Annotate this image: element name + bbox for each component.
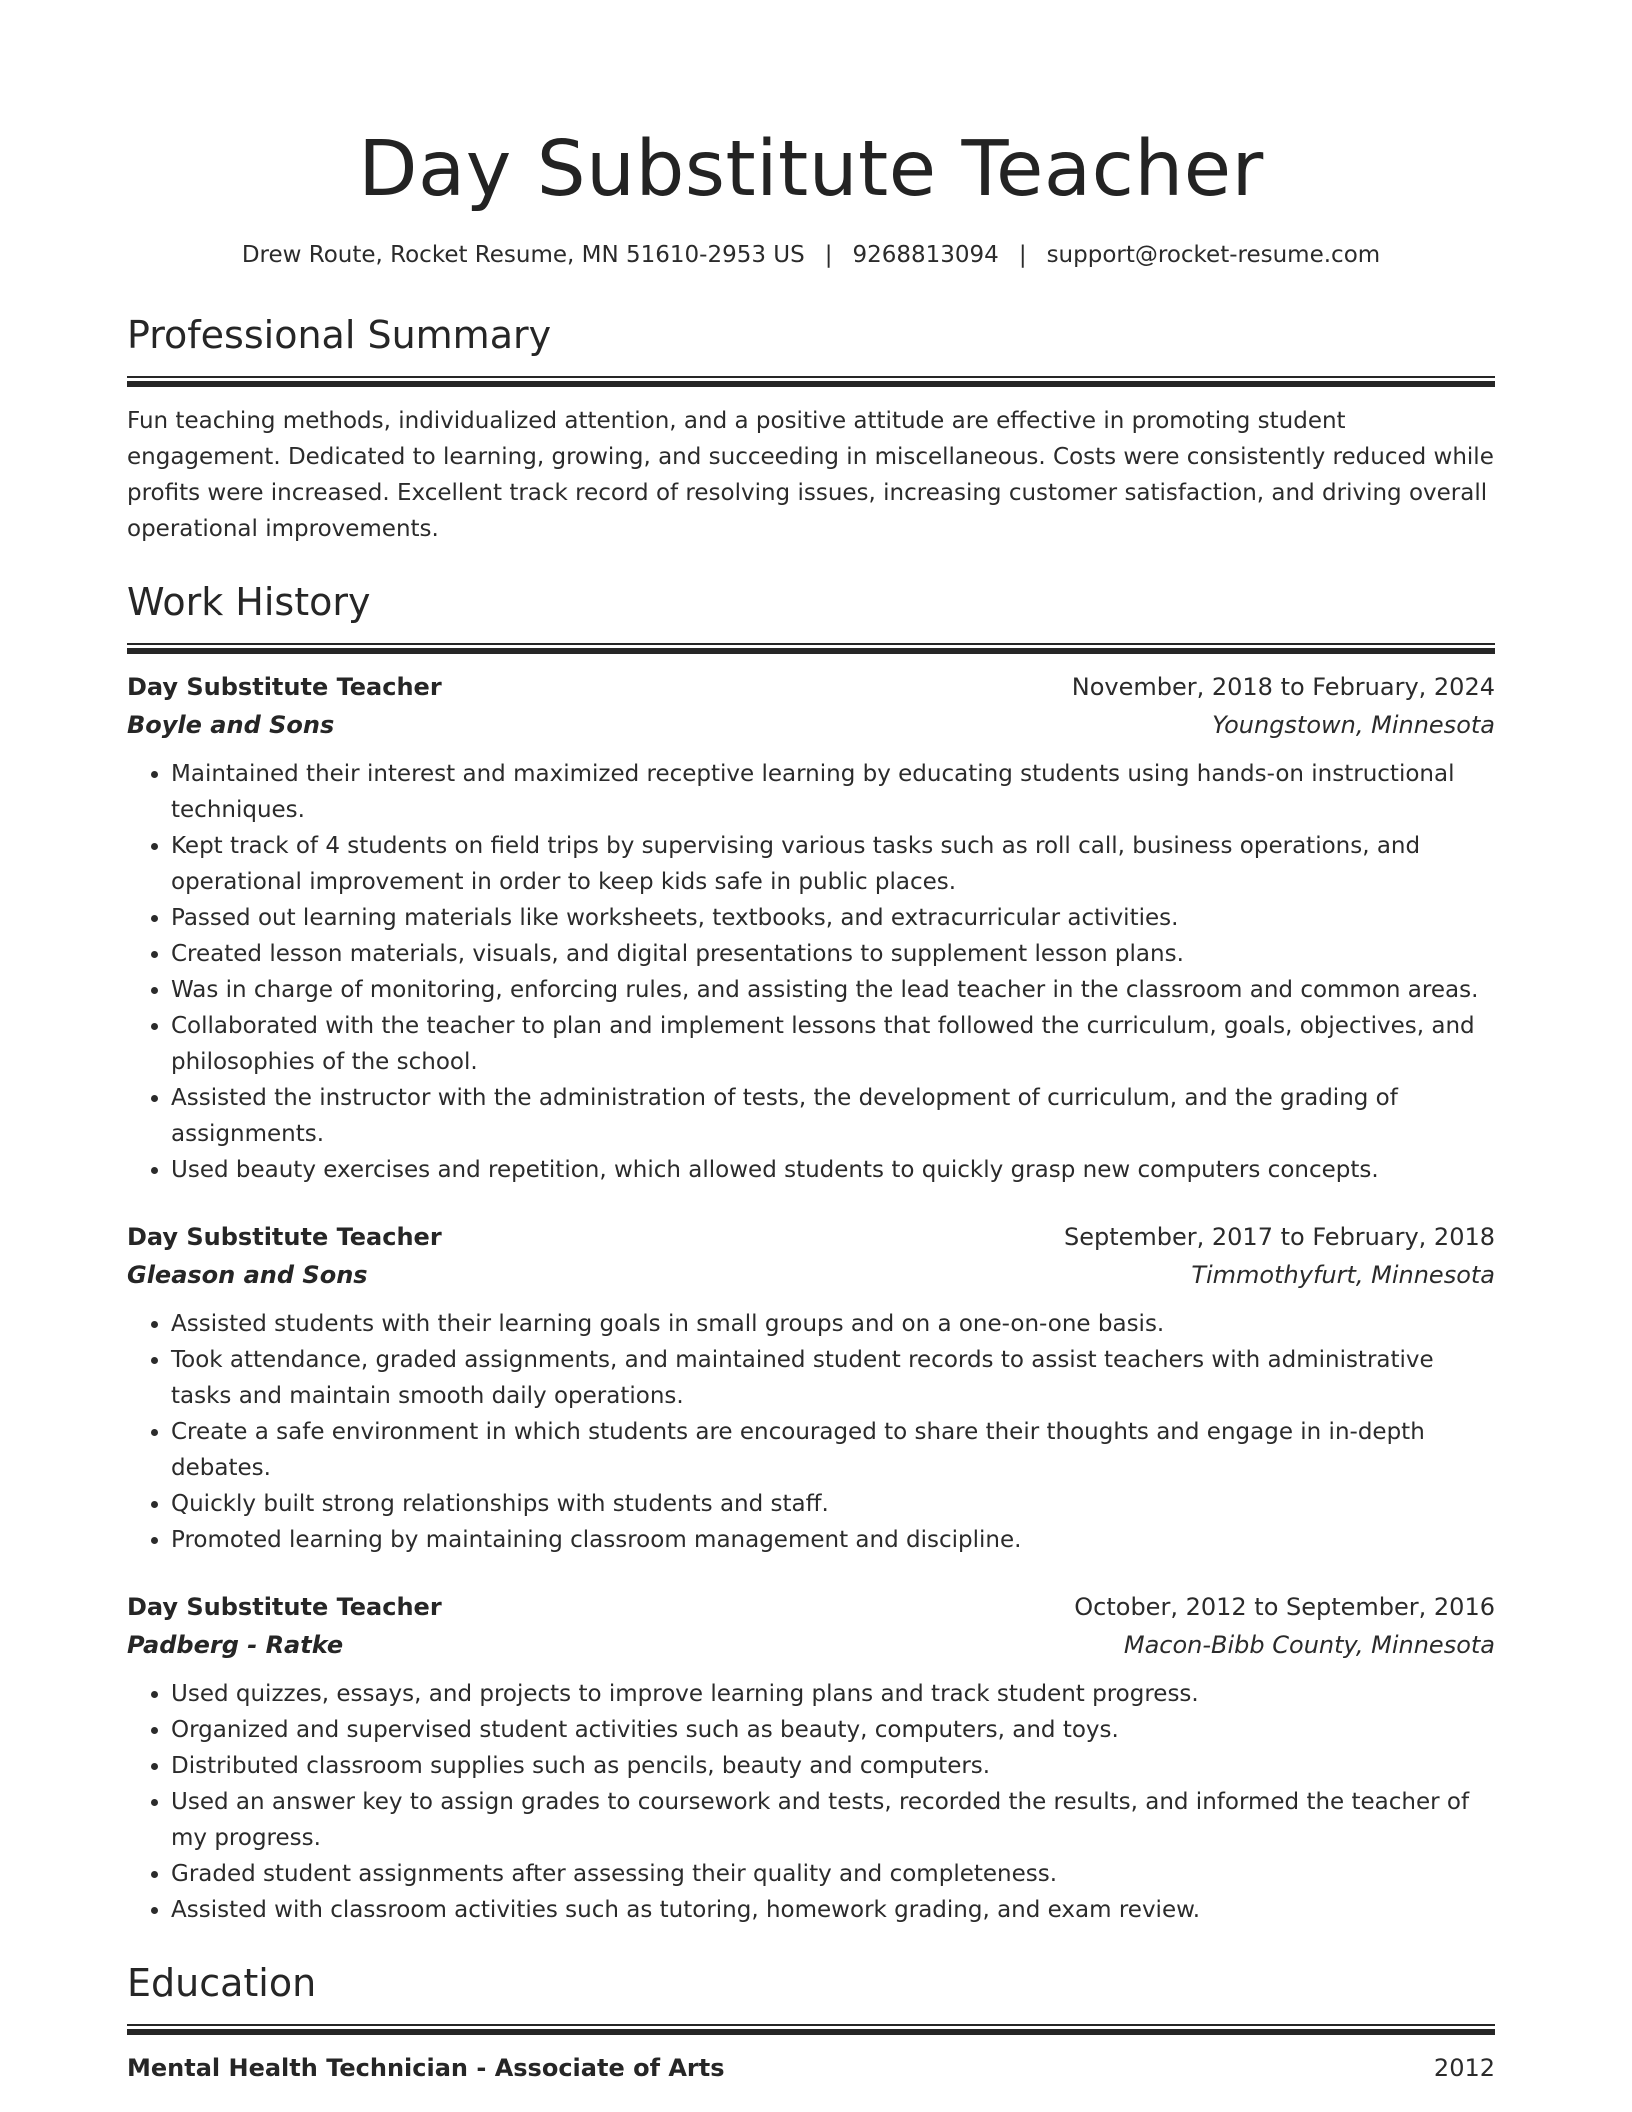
job-header-row: [127, 1588, 1495, 1626]
summary-section: [127, 308, 1495, 547]
job-title: Day Substitute Teacher: [127, 1593, 442, 1621]
job-bullet: • Used an answer key to assign grades to coursework and tests, recorded the results, and informed the teacher of my progress.: [171, 1784, 1495, 1856]
resume-page: [127, 0, 1495, 2087]
job-entry: [127, 1588, 1495, 1928]
job-bullet: • Passed out learning materials like worksheets, textbooks, and extracurricular activities.: [171, 900, 1495, 936]
job-company: Boyle and Sons: [127, 711, 335, 739]
job-header-row: [127, 1218, 1495, 1256]
contact-email: support@rocket-resume.com: [1046, 242, 1381, 268]
job-location: Macon-Bibb County, Minnesota: [1123, 1631, 1495, 1659]
job-bullet-list: [127, 756, 1495, 1188]
education-year: 2012: [1433, 2054, 1495, 2082]
job-bullet-list: [127, 1306, 1495, 1558]
section-divider: [127, 2024, 1495, 2035]
contact-address: Drew Route, Rocket Resume, MN 51610-2953 US: [241, 242, 805, 268]
job-bullet: • Assisted with classroom activities such as tutoring, homework grading, and exam review.: [171, 1892, 1495, 1928]
job-company-row: [127, 1256, 1495, 1294]
job-company-row: [127, 1626, 1495, 1664]
job-company: Padberg - Ratke: [127, 1631, 344, 1659]
job-company-row: [127, 706, 1495, 744]
summary-text: Fun teaching methods, individualized attention, and a positive attitude are effective in promoting student engagement. Dedicated to learning, growing, and succeeding in miscellaneous. Costs were consistently reduced while profits were increased. Excellent track record of resolving issues, increasing customer satisfaction, and driving overall operational improvements.: [127, 408, 1494, 542]
section-divider: [127, 376, 1495, 387]
job-bullet: • Organized and supervised student activities such as beauty, computers, and toys.: [171, 1712, 1495, 1748]
job-dates: October, 2012 to September, 2016: [1074, 1593, 1495, 1621]
job-bullet: • Distributed classroom supplies such as pencils, beauty and computers.: [171, 1748, 1495, 1784]
job-entry: [127, 1218, 1495, 1558]
contact-phone: 9268813094: [852, 242, 999, 268]
contact-separator: |: [1018, 242, 1027, 268]
job-bullet: • Kept track of 4 students on field trips by supervising various tasks such as roll call, business operations, and operational improvement in order to keep kids safe in public places.: [171, 828, 1495, 900]
contact-line: [127, 238, 1495, 272]
job-bullet: • Used quizzes, essays, and projects to improve learning plans and track student progress.: [171, 1676, 1495, 1712]
job-bullet: • Used beauty exercises and repetition, which allowed students to quickly grasp new computers concepts.: [171, 1152, 1495, 1188]
job-location: Timmothyfurt, Minnesota: [1191, 1261, 1495, 1289]
job-dates: September, 2017 to February, 2018: [1063, 1223, 1495, 1251]
job-bullet: • Quickly built strong relationships with students and staff.: [171, 1486, 1495, 1522]
job-bullet: • Maintained their interest and maximized receptive learning by educating students using hands-on instructional techniques.: [171, 756, 1495, 828]
education-entry: [127, 2049, 1495, 2087]
contact-separator: |: [824, 242, 833, 268]
job-bullet: • Created lesson materials, visuals, and digital presentations to supplement lesson plans.: [171, 936, 1495, 972]
education-section: [127, 1956, 1495, 2087]
job-entry: [127, 668, 1495, 1188]
education-degree: Mental Health Technician - Associate of Arts: [127, 2054, 725, 2082]
job-header-row: [127, 668, 1495, 706]
job-bullet: • Create a safe environment in which students are encouraged to share their thoughts and engage in in-depth debates.: [171, 1414, 1495, 1486]
job-bullet: • Assisted the instructor with the administration of tests, the development of curriculum, and the grading of assignments.: [171, 1080, 1495, 1152]
job-title: Day Substitute Teacher: [127, 1223, 442, 1251]
job-location: Youngstown, Minnesota: [1212, 711, 1495, 739]
job-company: Gleason and Sons: [127, 1261, 368, 1289]
job-dates: November, 2018 to February, 2024: [1071, 673, 1495, 701]
job-title: Day Substitute Teacher: [127, 673, 442, 701]
work-history-section: [127, 575, 1495, 1928]
job-bullet-list: [127, 1676, 1495, 1928]
job-bullet: • Graded student assignments after assessing their quality and completeness.: [171, 1856, 1495, 1892]
section-heading-summary: Professional Summary: [127, 313, 552, 357]
section-heading-work-history: Work History: [127, 580, 371, 624]
section-heading-education: Education: [127, 1961, 317, 2005]
job-bullet: • Assisted students with their learning goals in small groups and on a one-on-one basis.: [171, 1306, 1495, 1342]
section-divider: [127, 643, 1495, 654]
resume-title: Day Substitute Teacher: [358, 125, 1264, 214]
job-bullet: • Was in charge of monitoring, enforcing rules, and assisting the lead teacher in the classroom and common areas.: [171, 972, 1495, 1008]
job-bullet: • Promoted learning by maintaining classroom management and discipline.: [171, 1522, 1495, 1558]
job-bullet: • Collaborated with the teacher to plan and implement lessons that followed the curriculum, goals, objectives, and philosophies of the school.: [171, 1008, 1495, 1080]
job-bullet: • Took attendance, graded assignments, and maintained student records to assist teachers with administrative tasks and maintain smooth daily operations.: [171, 1342, 1495, 1414]
